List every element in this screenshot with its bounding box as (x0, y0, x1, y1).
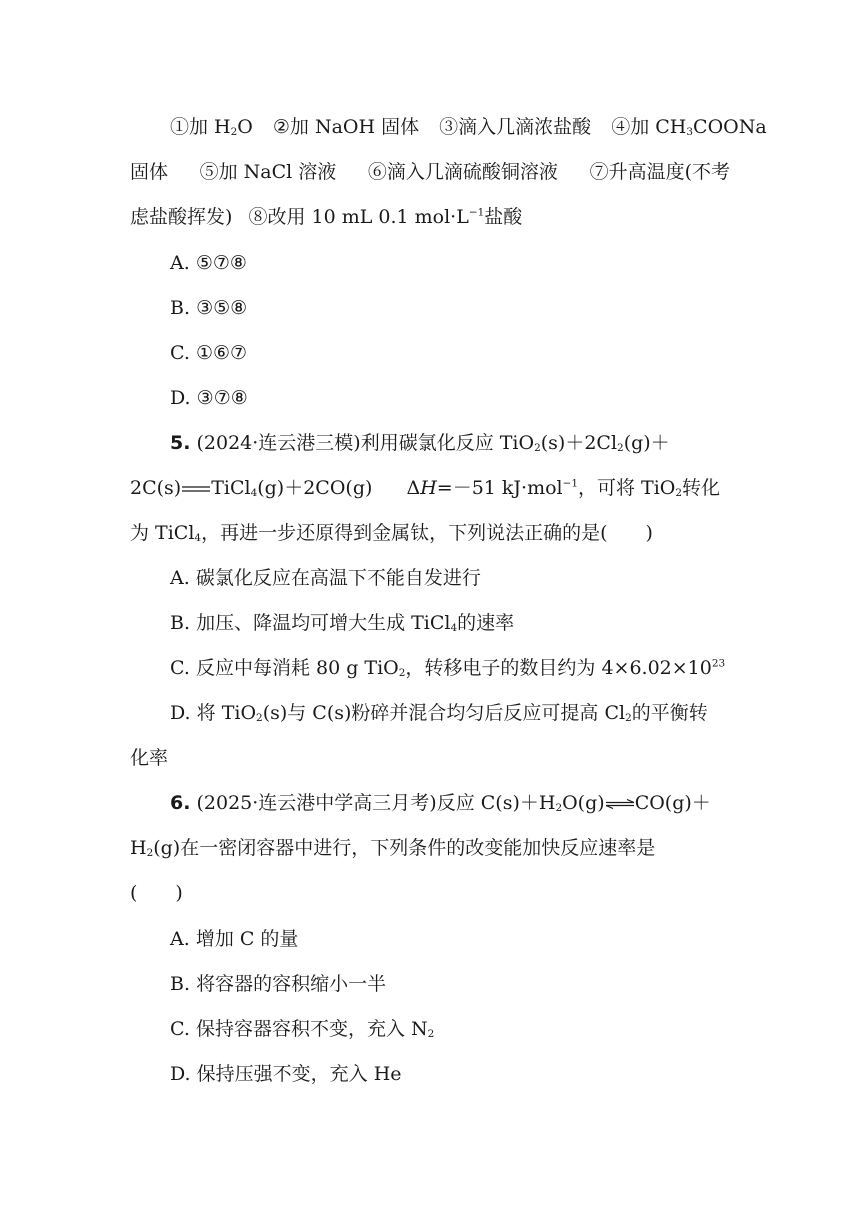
question-number: 5. (170, 432, 191, 454)
q4-choice-b: B. ③⑤⑧ (170, 297, 248, 319)
q6-stem-line-2: $H_2(g)$在一密闭容器中进行，下列条件的改变能加快反应速率是 (130, 837, 656, 860)
options-line-3: 虑盐酸挥发) ⑧改用 10 mL 0.1 $mol\cdot L^{-1}$盐酸 (130, 206, 523, 228)
q6-choice-a: A. 增加 C 的量 (170, 928, 299, 950)
q5-choice-c: C. 反应中每消耗 80 g TiO$_2$，转移电子的数目约为 $4\times 6.02\times 10^{23}$ (170, 657, 726, 680)
q4-choice-a: A. ⑤⑦⑧ (170, 252, 247, 274)
q5-choice-a: A. 碳氯化反应在高温下不能自发进行 (170, 567, 481, 589)
reversible-arrow-icon (605, 799, 635, 809)
q5-choice-d-continued: 化率 (130, 747, 169, 769)
q6-choice-c: C. 保持容器容积不变，充入 $N_2$ (170, 1018, 435, 1041)
q6-choice-b: B. 将容器的容积缩小一半 (170, 973, 387, 995)
q5-choice-d: D. 将 TiO$_2$(s)与 C(s)粉碎并混合均匀后反应可提高 $Cl_2$的平衡转 (170, 702, 708, 725)
q5-stem-line-3: 为 TiCl$_4$，再进一步还原得到金属钛，下列说法正确的是( ) (130, 522, 653, 545)
q6-stem-line-3: ( ) (130, 882, 183, 904)
q4-choice-d: D. ③⑦⑧ (170, 387, 248, 409)
q5-stem-line-1: 5. (2024·连云港三模)利用碳氯化反应 $TiO_2(s)+2Cl_2(g)+$ (170, 432, 670, 455)
q6-choice-d: D. 保持压强不变，充入 He (170, 1063, 402, 1085)
options-line-2: 固体 ⑤加 NaCl 溶液 ⑥滴入几滴硫酸铜溶液 ⑦升高温度(不考 (130, 161, 730, 183)
q5-stem-line-2: 2C(s) TiCl$_4$(g)＋2CO(g) ΔH=－51 kJ·mol$^{-1}$，可将 TiO$_2$转化 (130, 477, 721, 500)
question-number: 6. (170, 792, 191, 814)
options-line-1: ①加 $H_2O$ ②加 NaOH 固体 ③滴入几滴浓盐酸 ④加 $CH_3COONa$ (170, 116, 767, 139)
q4-choice-c: C. ①⑥⑦ (170, 342, 248, 364)
q6-stem-line-1: 6. (2025·连云港中学高三月考)反应 $C(s)+H_2O(g)$ CO(g)＋ (170, 792, 711, 815)
equilibrium-equals-sign-icon (181, 484, 211, 494)
q5-choice-b: B. 加压、降温均可增大生成 TiCl$_4$的速率 (170, 612, 515, 635)
